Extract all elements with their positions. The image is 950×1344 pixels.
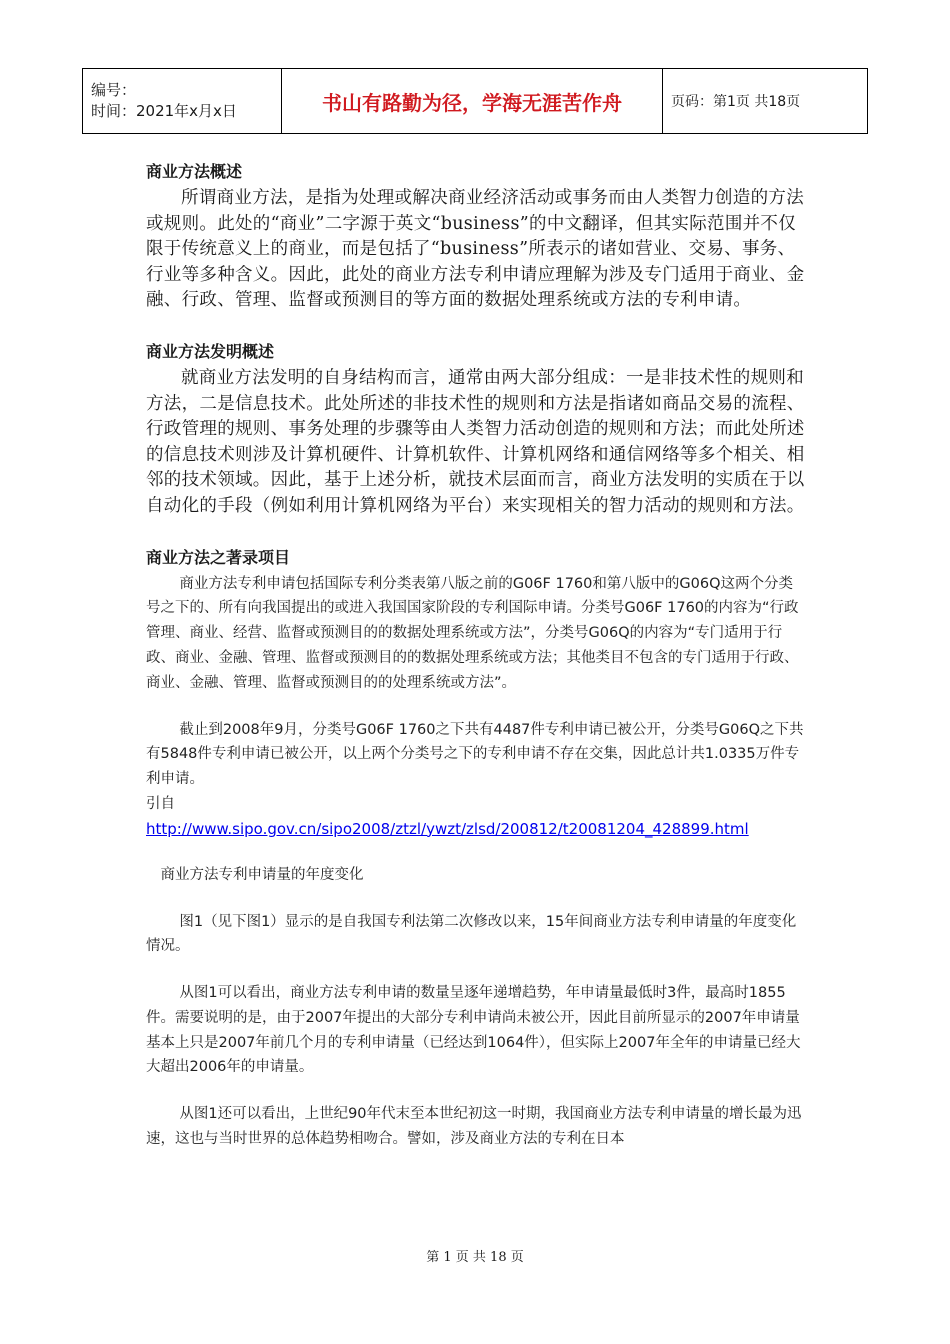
paragraph: 图1（见下图1）显示的是自我国专利法第二次修改以来，15年间商业方法专利申请量的年度变化情况。 <box>146 913 797 955</box>
section-title-invention: 商业方法发明概述 <box>146 341 275 361</box>
section-title-business-method: 商业方法概述 <box>146 162 243 181</box>
paragraph: 所谓商业方法，是指为处理或解决商业经济活动或事务而由人类智力创造的方法或规则。此处的“商业”二字源于英文“business”的中文翻译，但其实际范围并不仅限于传统意义上的商业，而是包括了“business”所表示的诸如营业、交易、事务、行业等多种含义。因此，此处的商业方法专利申请应理解为涉及专门适用于商业、金融、行政、管理、监督或预测目的等方面的数据处理系统或方法的专利申请。 <box>146 188 805 311</box>
header-table <box>82 68 868 134</box>
paragraph: 从图1还可以看出，上世纪90年代末至本世纪初这一时期，我国商业方法专利申请量的增长最为迅速，这也与当时世界的总体趋势相吻合。譬如，涉及商业方法的专利在日本 <box>146 1106 802 1148</box>
document-body <box>146 158 806 1152</box>
header-motto: 书山有路勤为径，学海无涯苦作舟 <box>282 69 663 134</box>
document-date: 时间：2021年x月x日 <box>91 102 237 120</box>
paragraph: 截止到2008年9月，分类号G06F 1760之下共有4487件专利申请已被公开，分类号G06Q之下共有5848件专利申请已被公开，以上两个分类号之下的专利申请不存在交集，因此总计共1.0335万件专利申请。 <box>146 721 804 788</box>
header-page-number: 页码：第1页 共18页 <box>663 69 868 134</box>
header-left-cell <box>83 69 282 134</box>
paragraph: 商业方法专利申请包括国际专利分类表第八版之前的G06F 1760和第八版中的G06Q这两个分类号之下的、所有向我国提出的或进入我国国家阶段的专利国际申请。分类号G06F 1760的内容为“行政管理、商业、经营、监督或预测目的的数据处理系统或方法”，分类号G06Q的内容为“专门适用于行政、商业、金融、管理、监督或预测目的的数据处理系统或方法；其他类目不包含的专门适用于行政、商业、金融、管理、监督或预测目的的处理系统或方法”。 <box>146 575 799 691</box>
paragraph: 就商业方法发明的自身结构而言，通常由两大部分组成：一是非技术性的规则和方法，二是信息技术。此处所述的非技术性的规则和方法是指诸如商品交易的流程、行政管理的规则、事务处理的步骤等由人类智力活动创造的规则和方法；而此处所述的信息技术则涉及计算机硬件、计算机软件、计算机网络和通信网络等多个相关、相邻的技术领域。因此，基于上述分析，就技术层面而言，商业方法发明的实质在于以自动化的手段（例如利用计算机网络为平台）来实现相关的智力活动的规则和方法。 <box>146 367 805 516</box>
page-footer: 第 1 页 共 18 页 <box>426 1250 524 1265</box>
section-title-bibliographic: 商业方法之著录项目 <box>146 547 291 567</box>
document-number-label: 编号： <box>91 81 137 99</box>
section-title-annual-change: 商业方法专利申请量的年度变化 <box>160 866 364 883</box>
paragraph: 从图1可以看出，商业方法专利申请的数量呈逐年递增趋势，年申请量最低时3件，最高时1855件。需要说明的是，由于2007年提出的大部分专利申请尚未被公开，因此目前所显示的2007年申请量基本上只是2007年前几个月的专利申请量（已经达到1064件），但实际上2007年全年的申请量已经大大超出2006年的申请量。 <box>146 985 801 1076</box>
citation-label: 引自 <box>146 795 175 812</box>
citation-link[interactable]: http://www.sipo.gov.cn/sipo2008/ztzl/ywzt/zlsd/200812/t20081204_428899.html <box>146 819 749 838</box>
